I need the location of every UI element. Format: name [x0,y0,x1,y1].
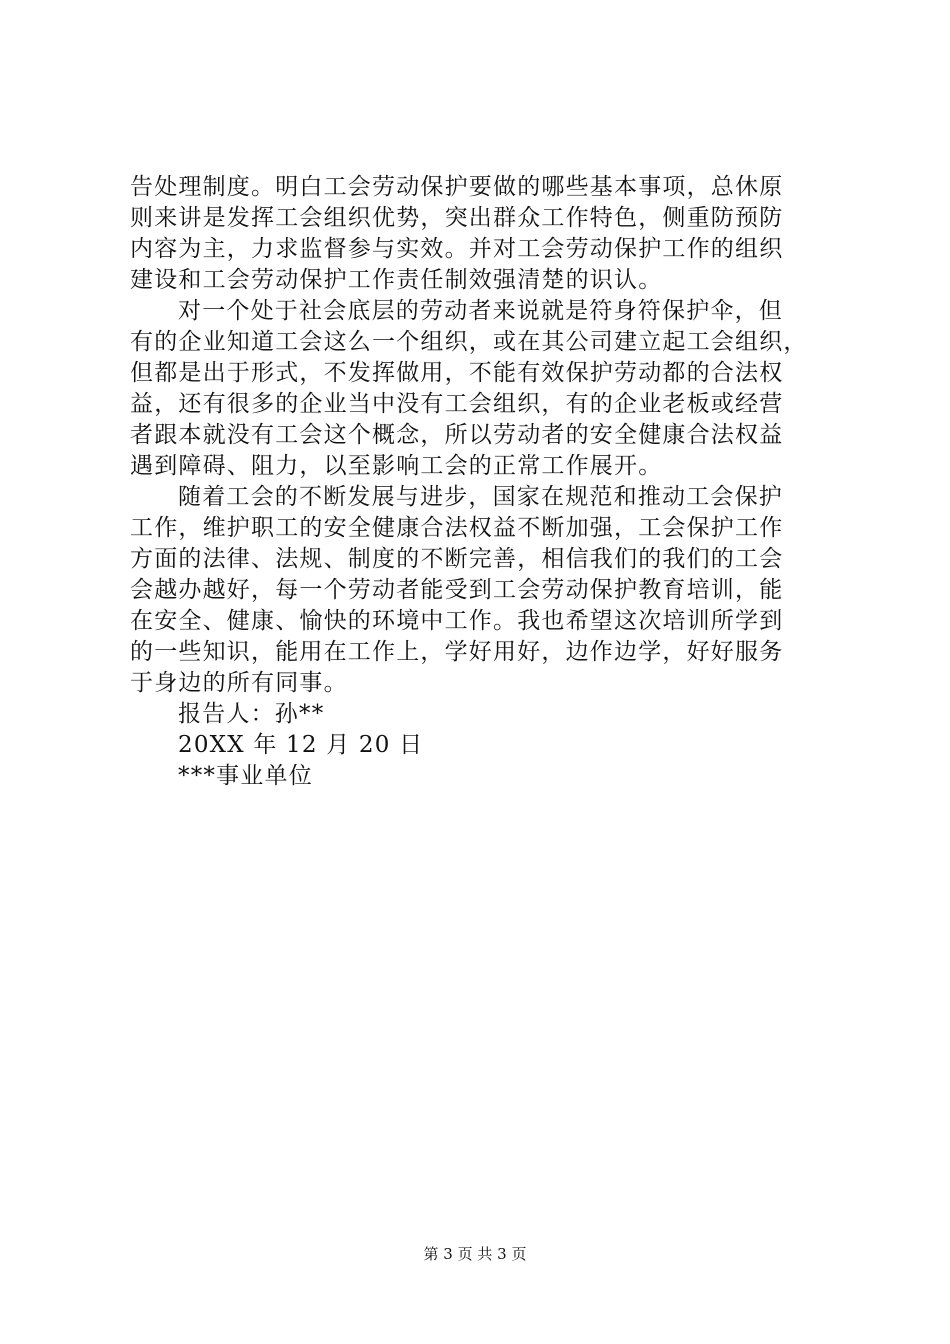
text-line: 内容为主，力求监督参与实效。并对工会劳动保护工作的组织 [130,236,784,262]
report-date: 20XX 年 12 月 20 日 [178,732,424,758]
text-line: 方面的法律、法规、制度的不断完善，相信我们的我们的工会 [130,546,784,572]
organization-name: ***事业单位 [178,763,313,789]
text-line: 随着工会的不断发展与进步，国家在规范和推动工会保护 [178,484,783,510]
text-line: 告处理制度。明白工会劳动保护要做的哪些基本事项，总休原 [130,174,784,200]
paragraph-1 [130,172,830,296]
signature-block [130,699,830,792]
text-line: 在安全、健康、愉快的环境中工作。我也希望这次培训所学到 [130,608,784,634]
text-line: 会越办越好，每一个劳动者能受到工会劳动保护教育培训，能 [130,577,784,603]
text-line: 但都是出于形式，不发挥做用，不能有效保护劳动都的合法权 [130,360,784,386]
text-line: 则来讲是发挥工会组织优势，突出群众工作特色，侧重防预防 [130,205,784,231]
text-line: 益，还有很多的企业当中没有工会组织，有的企业老板或经营 [130,391,784,417]
text-line: 有的企业知道工会这么一个组织，或在其公司建立起工会组织， [130,329,808,355]
reporter-name: 报告人：孙** [178,701,325,727]
text-line: 建设和工会劳动保护工作责任制效强清楚的识认。 [130,267,663,293]
text-line: 的一些知识，能用在工作上，学好用好，边作边学，好好服务 [130,639,784,665]
paragraph-2 [130,296,830,482]
paragraph-3 [130,482,830,699]
page-number: 第 3 页 共 3 页 [423,1245,527,1263]
text-line: 于身边的所有同事。 [130,670,348,696]
page-footer [0,1243,950,1265]
text-line: 对一个处于社会底层的劳动者来说就是符身符保护伞，但 [178,298,783,324]
text-line: 遇到障碍、阻力，以至影响工会的正常工作展开。 [130,453,663,479]
text-line: 工作，维护职工的安全健康合法权益不断加强，工会保护工作 [130,515,784,541]
text-line: 者跟本就没有工会这个概念，所以劳动者的安全健康合法权益 [130,422,784,448]
document-body [130,172,830,792]
